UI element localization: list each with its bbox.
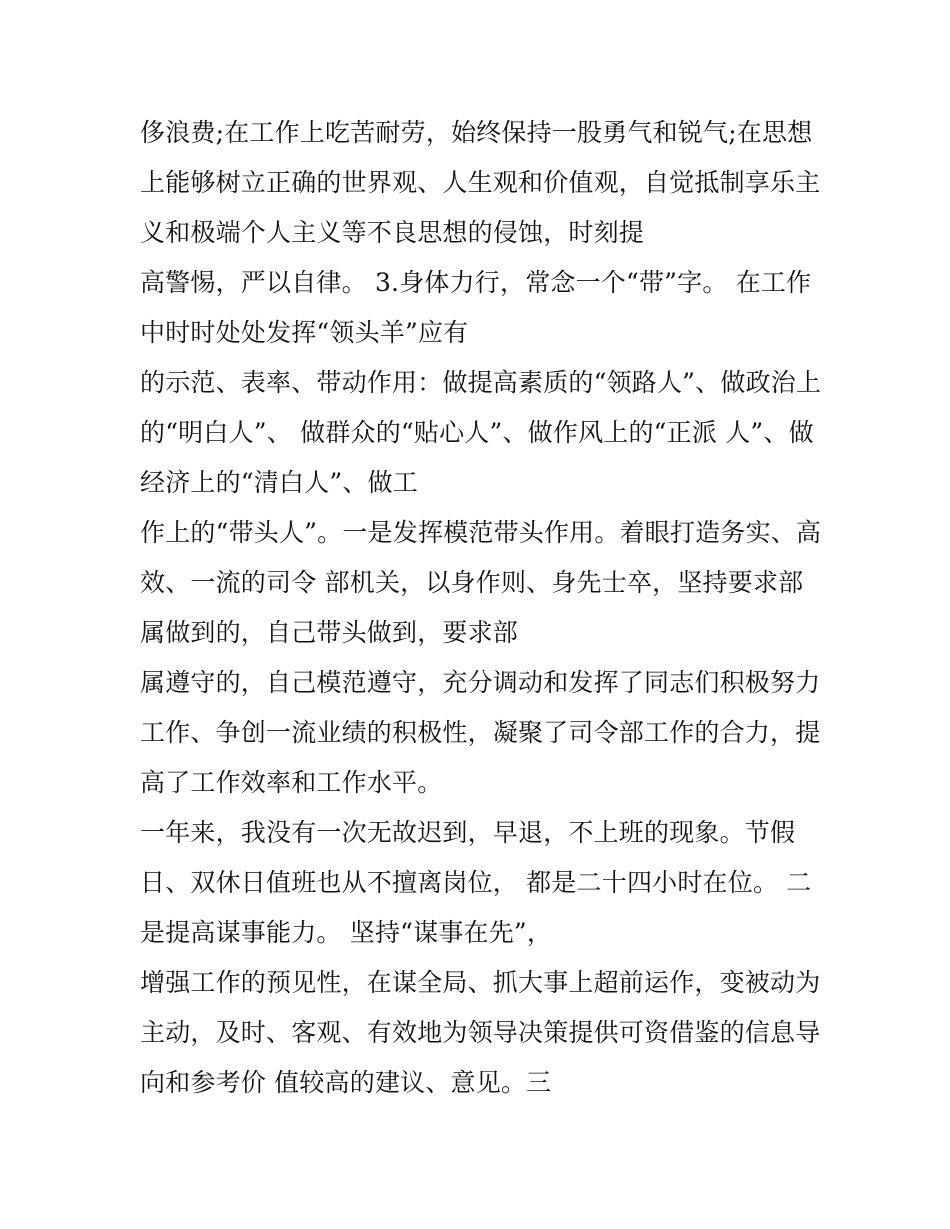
text-line: 是提高谋事能力。 坚持“谋事在先”， (140, 918, 553, 947)
text-line: 增强工作的预见性，在谋全局、抓大事上超前运作，变被动为 (140, 968, 821, 997)
text-line: 经济上的“清白人”、做工 (140, 468, 418, 497)
text-line: 向和参考价 值较高的建议、意见。三 (140, 1068, 552, 1097)
text-line: 义和极端个人主义等不良思想的侵蚀，时刻提 (140, 218, 645, 247)
text-line: 一年来，我没有一次无故迟到，早退，不上班的现象。节假 (140, 818, 796, 847)
text-line: 主动，及时、客观、有效地为领导决策提供可资借鉴的信息导 (140, 1018, 821, 1047)
text-line: 工作、争创一流业绩的积极性，凝聚了司令部工作的合力，提 (140, 718, 821, 747)
text-line: 侈浪费;在工作上吃苦耐劳，始终保持一股勇气和锐气;在思想 (140, 118, 813, 147)
text-line: 属遵守的，自己模范遵守，充分调动和发挥了同志们积极努力 (140, 668, 821, 697)
text-line: 作上的“带头人”。一是发挥模范带头作用。着眼打造务实、高 (140, 518, 822, 547)
text-line: 的“明白人”、 做群众的“贴心人”、做作风上的“正派 人”、做 (140, 418, 814, 447)
text-line: 中时时处处发挥“领头羊”应有 (140, 318, 469, 347)
text-line: 高了工作效率和工作水平。 (140, 768, 443, 797)
text-line: 日、双休日值班也从不擅离岗位， 都是二十四小时在位。 二 (140, 868, 812, 897)
text-line: 效、一流的司令 部机关，以身作则、身先士卒，坚持要求部 (140, 568, 804, 597)
text-line: 上能够树立正确的世界观、人生观和价值观，自觉抵制享乐主 (140, 168, 821, 197)
text-line: 的示范、表率、带动作用：做提高素质的“领路人”、做政治上 (140, 368, 822, 397)
body-text (140, 108, 830, 1108)
text-line: 属做到的，自己带头做到，要求部 (140, 618, 519, 647)
text-line: 高警惕，严以自律。 3.身体力行，常念一个“带”字。 在工作 (140, 268, 812, 297)
